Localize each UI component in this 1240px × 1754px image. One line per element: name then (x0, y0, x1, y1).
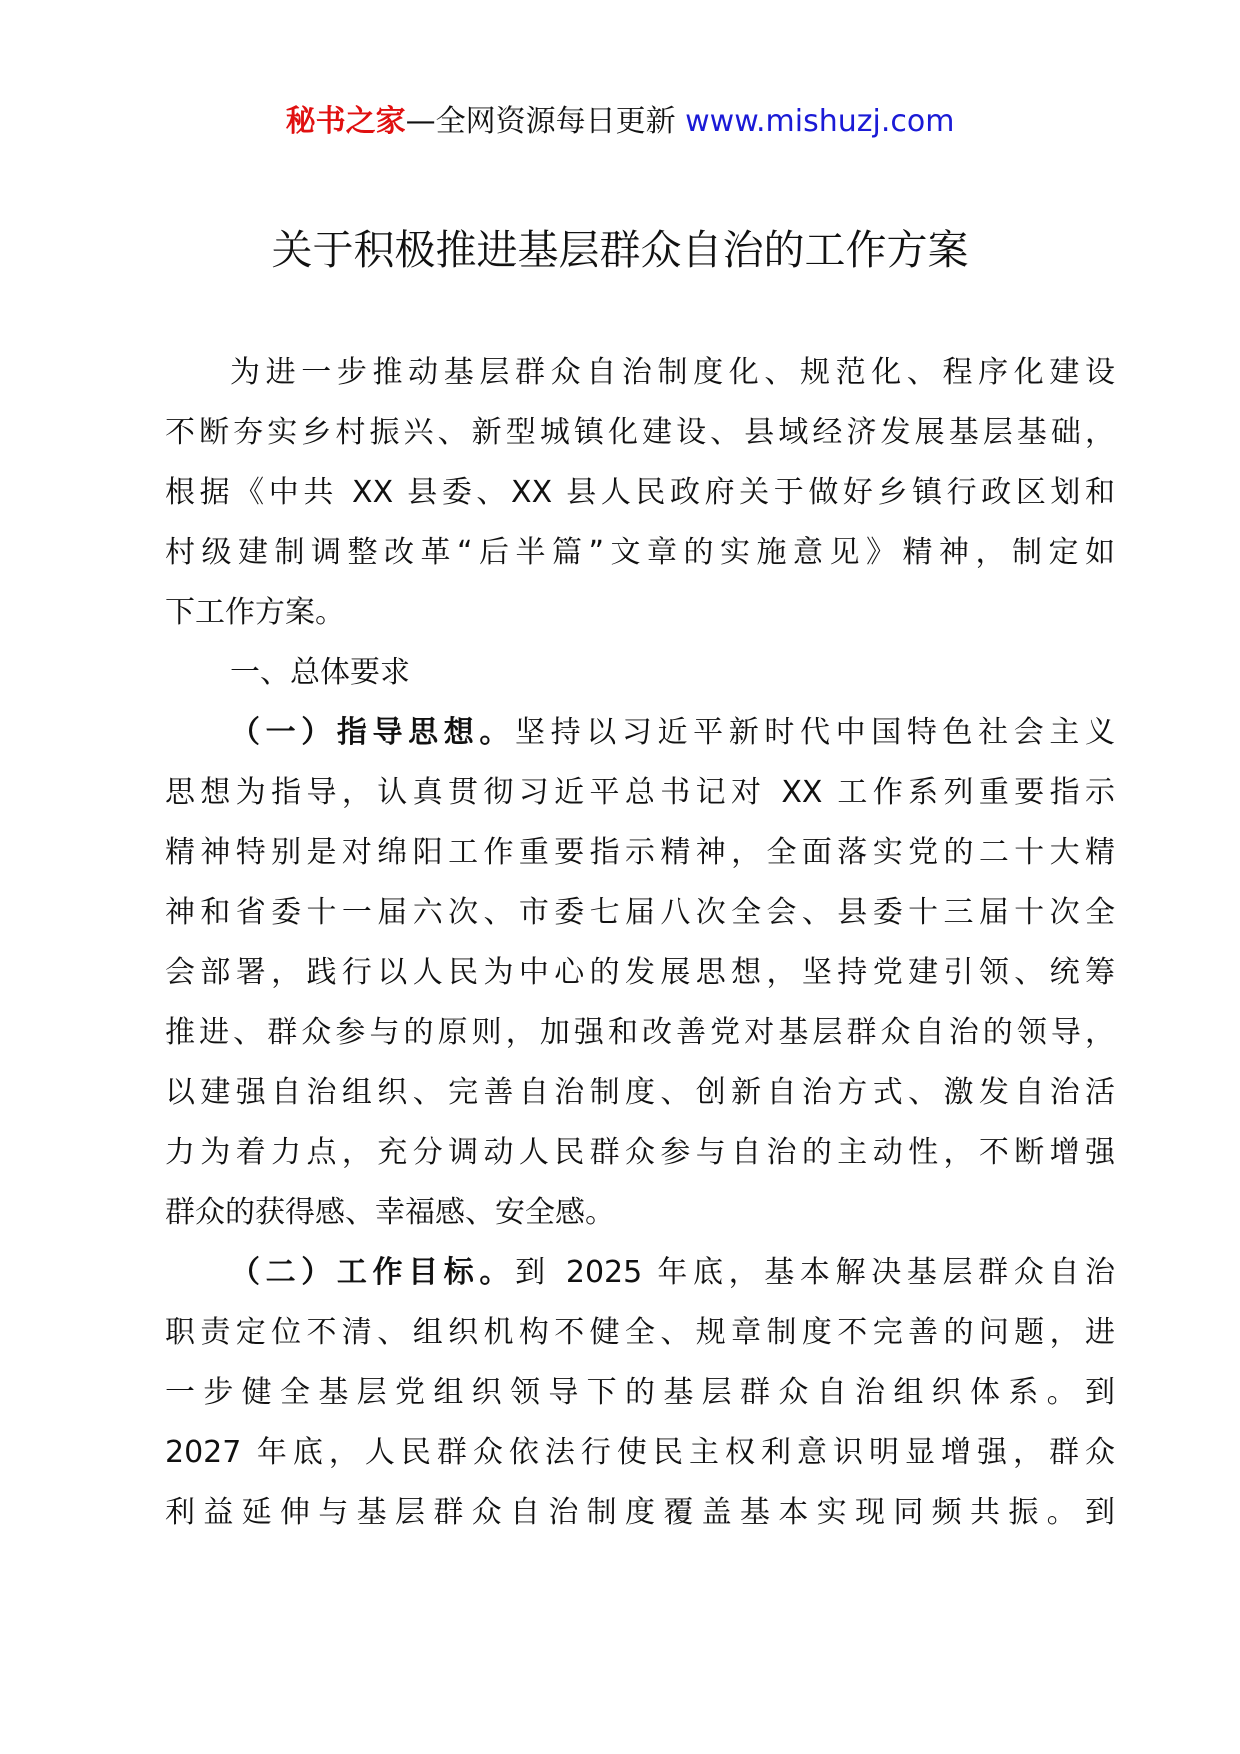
document-body (165, 343, 1115, 1543)
guiding-line: 以建强自治组织、完善自治制度、创新自治方式、激发自治活 (165, 1075, 1115, 1110)
intro-line: 根据《中共 XX 县委、XX 县人民政府关于做好乡镇行政区划和 (165, 475, 1115, 510)
goals-text: 到 2025 年底，基本解决基层群众自治 (515, 1255, 1116, 1290)
intro-line: 不断夯实乡村振兴、新型城镇化建设、县域经济发展基层基础， (165, 415, 1115, 450)
section-heading: 一、总体要求 (230, 655, 410, 690)
site-brand: 秘书之家 (285, 104, 406, 139)
document-title: 关于积极推进基层群众自治的工作方案 (271, 226, 969, 274)
guiding-text: 坚持以习近平新时代中国特色社会主义 (515, 715, 1115, 750)
site-header (0, 102, 1240, 142)
goals-label: （二）工作目标。 (230, 1255, 516, 1290)
intro-line: 下工作方案。 (165, 595, 345, 630)
guiding-line: 思想为指导，认真贯彻习近平总书记对 XX 工作系列重要指示 (165, 775, 1115, 810)
intro-line: 村级建制调整改革“后半篇”文章的实施意见》精神，制定如 (165, 535, 1115, 570)
guiding-line: 会部署，践行以人民为中心的发展思想，坚持党建引领、统筹 (165, 955, 1115, 990)
site-url-link[interactable]: www.mishuzj.com (685, 104, 955, 139)
guiding-first-line (165, 703, 1115, 763)
guiding-label: （一）指导思想。 (230, 715, 515, 750)
goals-first-line (165, 1243, 1115, 1303)
site-slogan: —全网资源每日更新 (405, 104, 676, 139)
guiding-line: 力为着力点，充分调动人民群众参与自治的主动性，不断增强 (165, 1135, 1115, 1170)
guiding-line: 推进、群众参与的原则，加强和改善党对基层群众自治的领导， (165, 1015, 1115, 1050)
goals-line: 职责定位不清、组织机构不健全、规章制度不完善的问题，进 (165, 1315, 1115, 1350)
guiding-line: 群众的获得感、幸福感、安全感。 (165, 1195, 615, 1230)
guiding-line: 精神特别是对绵阳工作重要指示精神，全面落实党的二十大精 (165, 835, 1115, 870)
goals-line: 2027 年底，人民群众依法行使民主权利意识明显增强，群众 (165, 1435, 1115, 1470)
guiding-line: 神和省委十一届六次、市委七届八次全会、县委十三届十次全 (165, 895, 1115, 930)
goals-line: 一步健全基层党组织领导下的基层群众自治组织体系。到 (165, 1375, 1115, 1410)
goals-line: 利益延伸与基层群众自治制度覆盖基本实现同频共振。到 (165, 1495, 1115, 1530)
intro-line: 为进一步推动基层群众自治制度化、规范化、程序化建设 (230, 355, 1115, 390)
